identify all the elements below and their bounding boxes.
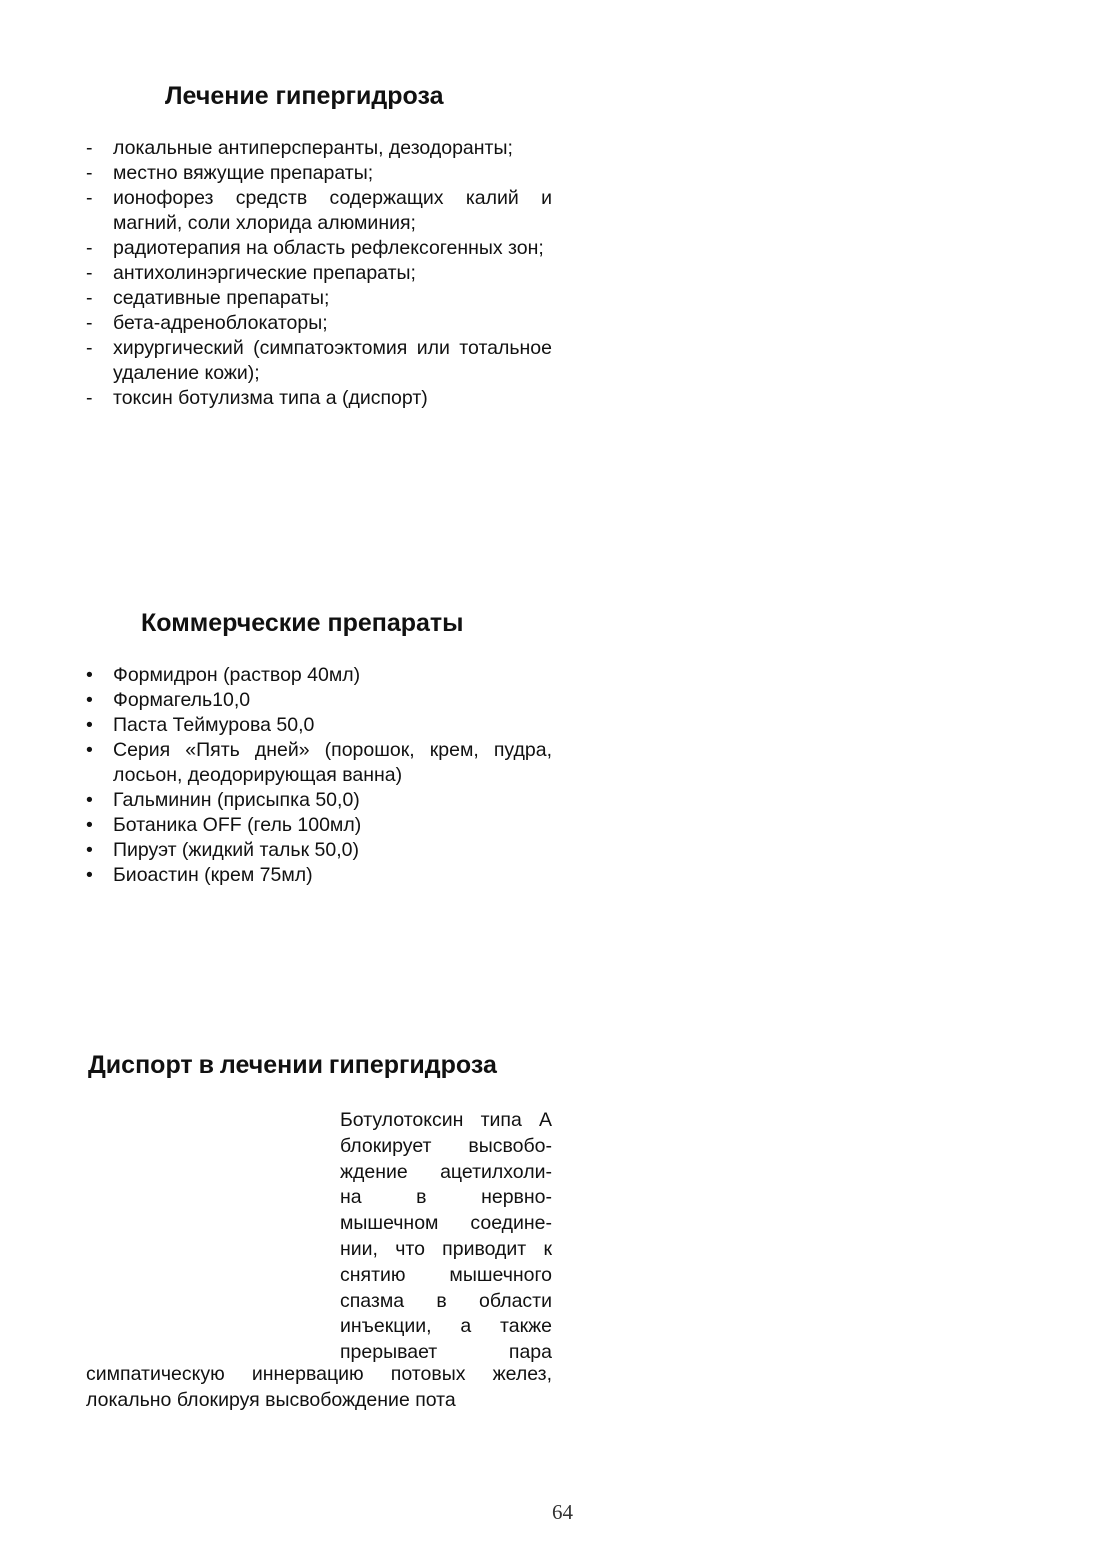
dash-marker: - <box>86 287 93 309</box>
paragraph-line: инъекции, а также <box>340 1315 552 1338</box>
dash-marker: - <box>86 187 93 209</box>
dysport-paragraph-column <box>340 1108 552 1366</box>
dash-marker: - <box>86 337 93 359</box>
dysport-paragraph-continuation <box>86 1362 552 1414</box>
list-item-text: седативные препараты; <box>113 287 330 309</box>
dash-marker: - <box>86 387 93 409</box>
list-item-text: бета-адреноблокаторы; <box>113 312 328 334</box>
paragraph-line: мышечном соедине- <box>340 1212 552 1235</box>
list-item <box>86 813 552 838</box>
paragraph-line: снятию мышечного <box>340 1263 552 1286</box>
list-item-text: местно вяжущие препараты; <box>113 162 374 184</box>
list-item-text: Формидрон (раствор 40мл) <box>113 664 361 686</box>
list-item <box>86 663 552 688</box>
bullet-marker: • <box>86 839 93 861</box>
list-item <box>86 311 552 336</box>
dash-marker: - <box>86 312 93 334</box>
list-item-text: локальные антиперсперанты, дезодоранты; <box>113 137 513 159</box>
list-item <box>86 688 552 713</box>
list-item <box>86 236 552 261</box>
list-item-text: Пируэт (жидкий тальк 50,0) <box>113 839 359 861</box>
list-item-text: Серия «Пять дней» (порошок, крем, пудра, лосьон, деодорирующая ванна) <box>113 739 552 786</box>
dash-marker: - <box>86 137 93 159</box>
list-item <box>86 161 552 186</box>
list-item-text: радиотерапия на область рефлексогенных зон; <box>113 237 544 259</box>
list-item <box>86 186 552 236</box>
section-heading-commercial: Коммерческие препараты <box>141 609 464 637</box>
list-item-text: Формагель10,0 <box>113 689 251 711</box>
bullet-marker: • <box>86 689 93 711</box>
list-item <box>86 863 552 888</box>
list-item <box>86 788 552 813</box>
paragraph-line: прерывает пара <box>340 1341 552 1364</box>
commercial-products-list <box>86 663 552 888</box>
paragraph-line: на в нервно- <box>340 1186 552 1209</box>
bullet-marker: • <box>86 739 93 761</box>
list-item-text: ионофорез средств содержащих калий и магний, соли хлорида алюминия; <box>113 187 552 234</box>
dash-marker: - <box>86 262 93 284</box>
list-item-text: Ботаника OFF (гель 100мл) <box>113 814 362 836</box>
list-item <box>86 838 552 863</box>
bullet-marker: • <box>86 814 93 836</box>
paragraph-line: ждение ацетилхоли- <box>340 1160 552 1183</box>
paragraph-line: нии, что приводит к <box>340 1237 552 1260</box>
treatment-methods-list <box>86 136 552 411</box>
list-item <box>86 261 552 286</box>
section-heading-treatment: Лечение гипергидроза <box>165 82 444 110</box>
paragraph-line: симпатическую иннервацию потовых желез, <box>86 1363 552 1385</box>
list-item <box>86 386 552 411</box>
list-item-text: Гальминин (присыпка 50,0) <box>113 789 360 811</box>
list-item <box>86 136 552 161</box>
list-item <box>86 336 552 386</box>
bullet-marker: • <box>86 864 93 886</box>
paragraph-line: локально блокируя высвобождение пота <box>86 1388 456 1411</box>
dash-marker: - <box>86 237 93 259</box>
list-item <box>86 738 552 788</box>
paragraph-line: Ботулотоксин типа А <box>340 1109 552 1131</box>
list-item <box>86 286 552 311</box>
list-item-text: Паста Теймурова 50,0 <box>113 714 315 736</box>
bullet-marker: • <box>86 664 93 686</box>
paragraph-line: блокирует высвобо- <box>340 1134 552 1157</box>
paragraph-line: спазма в области <box>340 1289 552 1312</box>
bullet-marker: • <box>86 714 93 736</box>
section-heading-dysport: Диспорт в лечении гипергидроза <box>88 1051 497 1079</box>
list-item-text: токсин ботулизма типа а (диспорт) <box>113 387 428 409</box>
bullet-marker: • <box>86 789 93 811</box>
dash-marker: - <box>86 162 93 184</box>
list-item-text: антихолинэргические препараты; <box>113 262 416 284</box>
list-item-text: хирургический (симпатоэктомия или тотальное удаление кожи); <box>113 337 552 384</box>
list-item-text: Биоастин (крем 75мл) <box>113 864 313 886</box>
page-number: 64 <box>552 1500 573 1524</box>
list-item <box>86 713 552 738</box>
